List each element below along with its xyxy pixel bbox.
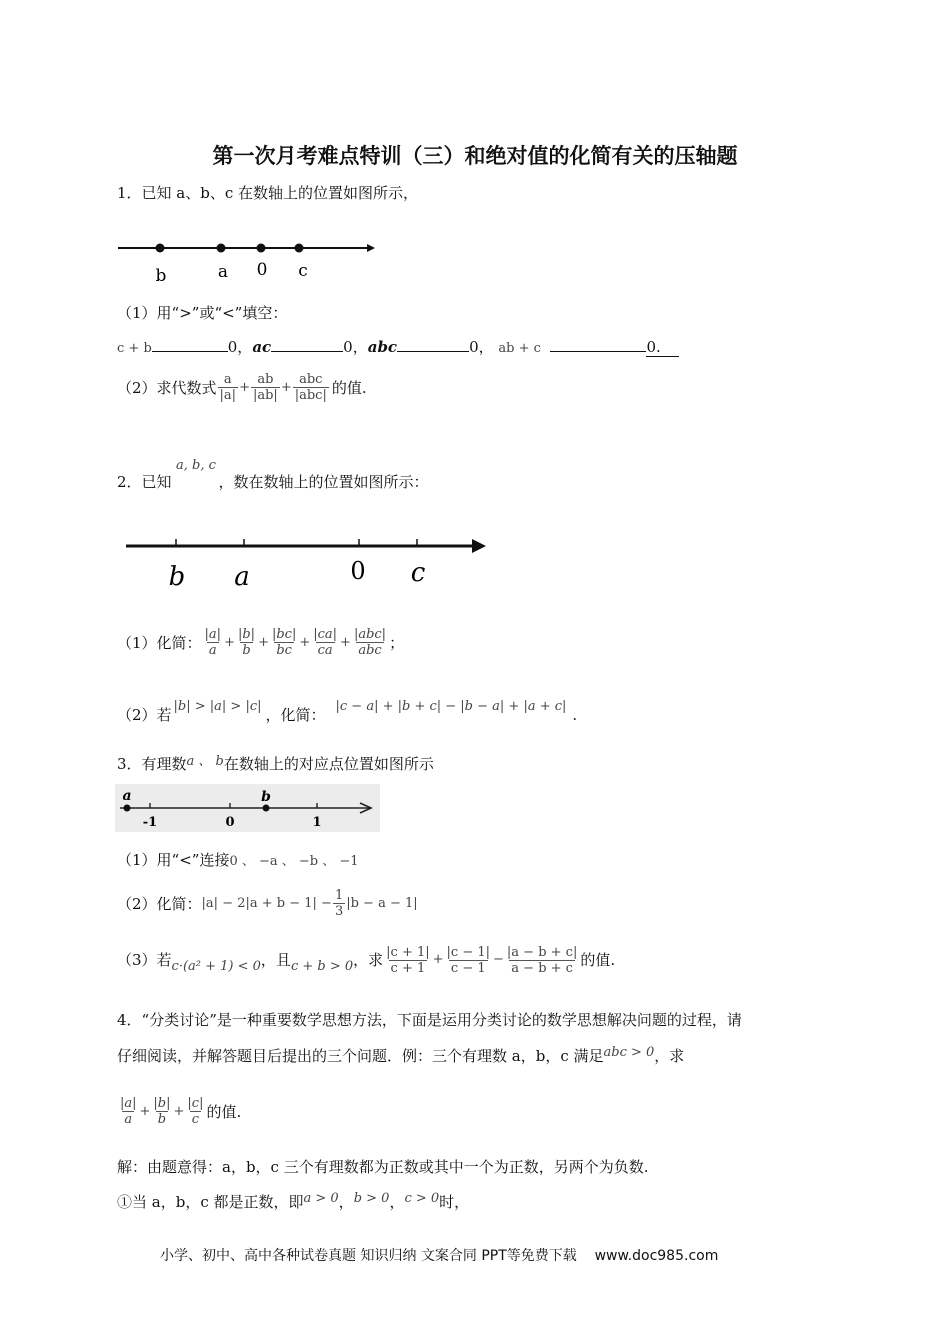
q1-sep1: 0， (227, 338, 253, 356)
q1-part2: （2）求代数式 $\frac{a}{|a|}$ + $\frac{ab}{|ab|}$ + $\frac{\text{abc}}{\text{|abc|}}$ 的值. (117, 372, 367, 403)
q1-expr1: c + b (117, 341, 152, 356)
q1-number-line (115, 236, 380, 286)
q3-part2-label: （2）化简： (117, 894, 202, 913)
q2-part1-end: ； (389, 633, 405, 652)
q2-part2-end: . (572, 706, 578, 724)
q3-frac-3: $\frac{|a - b + c|}{a - b + c}$ (506, 944, 578, 976)
q2-frac-2: $\frac{|b|}{b}$ (237, 627, 256, 658)
q2-frac-4: $\frac{|ca|}{ca}$ (313, 627, 338, 658)
q2-part2-mid: ，化简： (265, 706, 326, 724)
q2-frac-5: $\frac{\text{|abc|}}{\text{abc}}$ (353, 627, 387, 658)
q3-number-line (115, 784, 380, 832)
q1-fill-row (117, 337, 679, 359)
q2-stem: 2．已知 ，数在数轴上的位置如图所示： (117, 473, 429, 491)
q3-label-a: a (122, 788, 132, 804)
q3-label-b: b (261, 789, 271, 805)
q3-point-a (124, 805, 131, 812)
q1-part2-end: 的值. (331, 378, 367, 397)
q3-part3-label: （3）若 (117, 951, 172, 969)
q2-part2-label: （2）若 (117, 706, 172, 724)
q4-frac-3: $\frac{|c|}{c}$ (187, 1096, 204, 1127)
q3-part3-end: 的值. (580, 951, 616, 969)
q1-sep2: 0， (343, 338, 368, 356)
q3-stem: 3．有理数 a 、 b 在数轴上的对应点位置如图所示 (117, 754, 434, 773)
q1-blank3[interactable] (397, 337, 469, 352)
q1-part2-label: （2）求代数式 (117, 378, 217, 397)
q2-label-a: a (234, 562, 250, 592)
q1-point-c (295, 244, 304, 253)
q1-stem: 1．已知 a、b、c 在数轴上的位置如图所示， (117, 184, 419, 202)
q3-part3: （3）若 c·(a² + 1) < 0 ，且 c + b > 0 ，求 $\frac{|c + 1|}{c + 1}$ + $\frac{|c - 1|}{c - 1}$ − $\frac{|a - b + c|}{a - b + c}$ 的值. (117, 944, 616, 976)
q1-end4: 0. (646, 338, 678, 357)
q3-part2-expr-a: |a| − 2|a + b − 1| − (201, 895, 332, 911)
q1-expr2: ac (252, 338, 272, 356)
q2-part1: （1）化简： $\frac{|a|}{a}$ + $\frac{|b|}{b}$ + $\frac{|bc|}{bc}$ + $\frac{|ca|}{ca}$ + $\frac{\text{|abc|}}{\text{abc}}$ ； (117, 627, 405, 658)
q3-part2 (117, 888, 418, 919)
q2-label-c: c (410, 558, 426, 588)
q4-solution-1: 解：由题意得：a，b，c 三个有理数都为正数或其中一个为正数，另两个为负数. (117, 1158, 649, 1176)
q3-stem-vars: a 、 b (186, 754, 224, 769)
q3-point-b (263, 805, 270, 812)
q2-frac-1: $\frac{|a|}{a}$ (204, 627, 222, 658)
q3-cond1: c·(a² + 1) < 0 (171, 959, 261, 974)
q2-frac-3: $\frac{|bc|}{bc}$ (271, 627, 297, 658)
q4-cond: abc > 0 (603, 1045, 655, 1060)
q1-label-c: c (298, 261, 308, 281)
q2-axis-arrow (472, 539, 486, 553)
footer-text: 小学、初中、高中各种试卷真题 知识归纳 文案合同 PPT等免费下载 (160, 1248, 577, 1264)
footer (160, 1245, 718, 1265)
q3-label-1: 1 (312, 815, 322, 830)
q1-label-b: b (155, 266, 167, 286)
q3-label-neg1: -1 (142, 815, 158, 830)
q2-cond: |b| > |a| > |c| (173, 699, 262, 714)
q1-axis-arrow (367, 244, 375, 252)
q3-label-0: 0 (225, 815, 235, 830)
q1-expr3: abc (367, 338, 398, 356)
q4-frac-1: $\frac{|a|}{a}$ (120, 1096, 137, 1127)
q3-part1-items: 0 、 −a 、 −b 、 −1 (229, 854, 359, 869)
q2-stem-vars: a, b, c (176, 458, 216, 473)
q2-number-line (120, 530, 490, 594)
q2-part2 (117, 697, 577, 725)
q1-blank4[interactable] (550, 337, 646, 352)
q3-part2-expr-b: |b − a − 1| (346, 895, 418, 911)
q4-line3-end: 的值. (206, 1102, 242, 1121)
q1-part1-label: （1）用“>”或“<”填空： (117, 304, 288, 322)
q1-blank1[interactable] (152, 337, 228, 352)
q2-part1-label: （1）化简： (117, 633, 202, 652)
q1-label-a: a (217, 262, 229, 282)
q1-point-b (156, 244, 165, 253)
q3-frac-1: $\frac{|c + 1|}{c + 1}$ (386, 944, 430, 976)
q4-line1: 4．“分类讨论”是一种重要数学思想方法，下面是运用分类讨论的数学思想解决问题的过程，请 (117, 1011, 742, 1029)
q4-frac-2: $\frac{|b|}{b}$ (153, 1096, 171, 1127)
q1-frac-2: $\frac{ab}{|ab|}$ (252, 372, 278, 403)
q1-blank2[interactable] (271, 337, 343, 352)
footer-url[interactable]: www.doc985.com (594, 1248, 719, 1264)
q4-line3: $\frac{|a|}{a}$ + $\frac{|b|}{b}$ + $\frac{|c|}{c}$ 的值. (120, 1096, 242, 1127)
q4-solution-2: ①当 a，b，c 都是正数，即 a > 0 ， b > 0 ， c > 0 时， (117, 1191, 470, 1211)
q1-label-0: 0 (256, 260, 268, 280)
q2-expr: |c − a| + |b + c| − |b − a| + |a + c| (335, 699, 567, 714)
q1-point-0 (257, 244, 266, 253)
q1-frac-1: $\frac{a}{|a|}$ (219, 372, 237, 403)
q4-line2: 仔细阅读，并解答题目后提出的三个问题．例：三个有理数 a，b，c 满足 abc > 0 ，求 (117, 1045, 685, 1065)
q1-point-a (217, 244, 226, 253)
q2-label-0: 0 (350, 557, 366, 585)
q1-sep3: 0， (469, 338, 494, 356)
q3-part1: （1）用“<”连接0 、 −a 、 −b 、 −1 (117, 851, 359, 869)
q2-label-b: b (168, 562, 186, 592)
q1-expr4: ab + c (498, 341, 541, 356)
q1-frac-3: $\frac{\text{abc}}{\text{|abc|}}$ (294, 372, 327, 403)
q3-frac-2: $\frac{|c - 1|}{c - 1}$ (446, 944, 490, 976)
q3-cond2: c + b > 0 (290, 959, 354, 974)
q3-part2-frac: $\frac{1}{3}$ (334, 888, 344, 919)
page-title: 第一次月考难点特训（三）和绝对值的化简有关的压轴题 (212, 144, 738, 168)
